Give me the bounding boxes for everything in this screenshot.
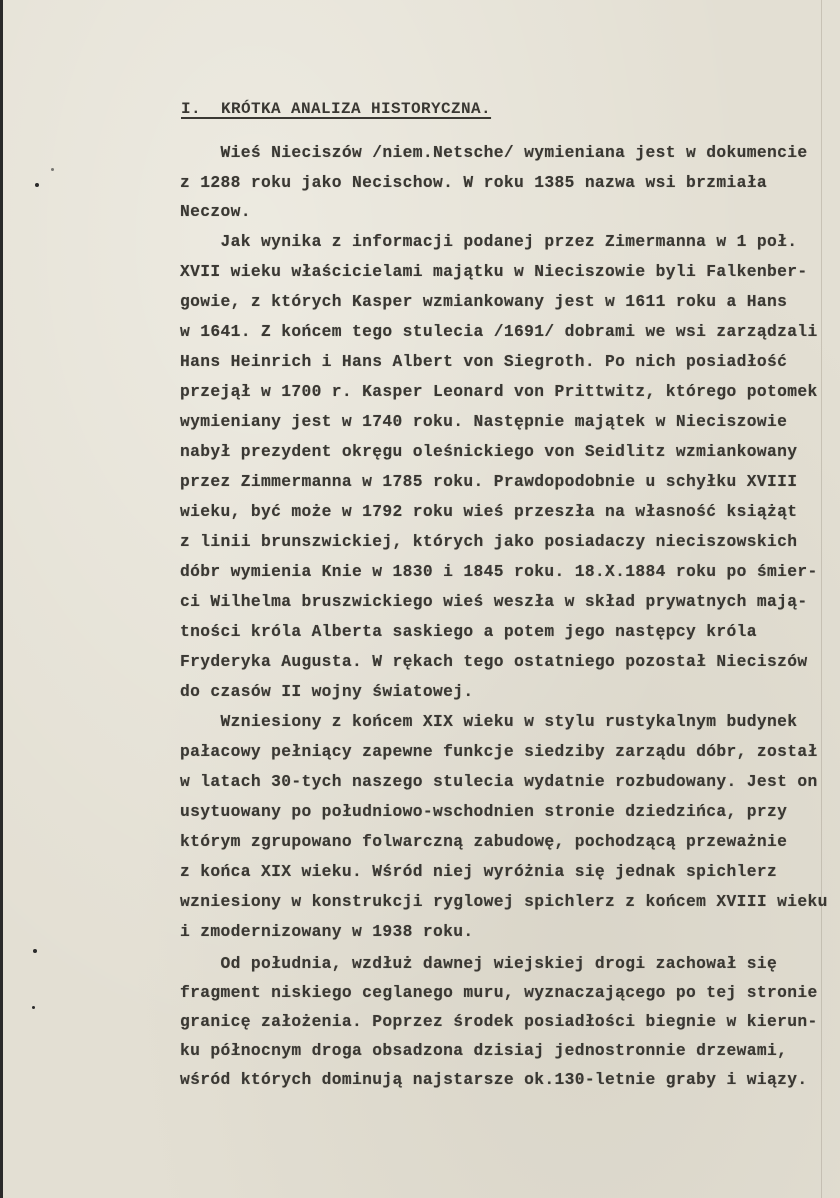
- text-line: wzniesiony w konstrukcji ryglowej spichlerz z końcem XVIII wieku: [180, 892, 828, 911]
- text-line: pałacowy pełniący zapewne funkcje siedziby zarządu dóbr, został: [180, 742, 818, 761]
- text-line: wśród których dominują najstarsze ok.130-letnie graby i wiązy.: [180, 1070, 808, 1089]
- text-line: granicę założenia. Poprzez środek posiadłości biegnie w kierun-: [180, 1012, 818, 1031]
- text-line: nabył prezydent okręgu oleśnickiego von Seidlitz wzmiankowany: [180, 442, 798, 461]
- text-line: Jak wynika z informacji podanej przez Zimermanna w 1 poł.: [180, 232, 798, 251]
- text-line: z 1288 roku jako Necischow. W roku 1385 nazwa wsi brzmiała: [180, 173, 767, 192]
- text-line: i zmodernizowany w 1938 roku.: [180, 922, 474, 941]
- text-line: Od południa, wzdłuż dawnej wiejskiej drogi zachował się: [180, 954, 778, 973]
- text-line: przejął w 1700 r. Kasper Leonard von Prittwitz, którego potomek: [180, 382, 818, 401]
- text-line: w 1641. Z końcem tego stulecia /1691/ dobrami we wsi zarządzali: [180, 322, 818, 341]
- text-line: Wieś Nieciszów /niem.Netsche/ wymieniana jest w dokumencie: [180, 143, 808, 162]
- text-line: z linii brunszwickiej, których jako posiadaczy nieciszowskich: [180, 532, 798, 551]
- text-line: dóbr wymienia Knie w 1830 i 1845 roku. 18.X.1884 roku po śmier-: [180, 562, 818, 581]
- text-line: Fryderyka Augusta. W rękach tego ostatniego pozostał Nieciszów: [180, 652, 808, 671]
- margin-mark: [33, 949, 37, 953]
- text-line: usytuowany po południowo-wschodnien stronie dziedzińca, przy: [180, 802, 788, 821]
- text-line: tności króla Alberta saskiego a potem jego następcy króla: [180, 622, 757, 641]
- section-heading: I. KRÓTKA ANALIZA HISTORYCZNA.: [181, 100, 492, 118]
- text-line: XVII wieku właścicielami majątku w Nieciszowie byli Falkenber-: [180, 262, 808, 281]
- text-line: Hans Heinrich i Hans Albert von Siegroth. Po nich posiadłość: [180, 352, 788, 371]
- text-line: ci Wilhelma bruszwickiego wieś weszła w skład prywatnych mają-: [180, 592, 808, 611]
- margin-mark: [51, 168, 54, 171]
- page-fold-line: [821, 0, 822, 1198]
- text-line: Neczow.: [180, 202, 251, 221]
- margin-mark: [35, 183, 39, 187]
- text-line: wymieniany jest w 1740 roku. Następnie majątek w Nieciszowie: [180, 412, 788, 431]
- text-line: którym zgrupowano folwarczną zabudowę, pochodzącą przeważnie: [180, 832, 788, 851]
- text-line: w latach 30-tych naszego stulecia wydatnie rozbudowany. Jest on: [180, 772, 818, 791]
- text-line: Wzniesiony z końcem XIX wieku w stylu rustykalnym budynek: [180, 712, 798, 731]
- text-line: fragment niskiego ceglanego muru, wyznaczającego po tej stronie: [180, 983, 818, 1002]
- text-line: ku północnym droga obsadzona dzisiaj jednostronnie drzewami,: [180, 1041, 788, 1060]
- text-line: z końca XIX wieku. Wśród niej wyróżnia się jednak spichlerz: [180, 862, 778, 881]
- text-line: do czasów II wojny światowej.: [180, 682, 474, 701]
- margin-mark: [32, 1006, 35, 1009]
- text-line: przez Zimmermanna w 1785 roku. Prawdopodobnie u schyłku XVIII: [180, 472, 798, 491]
- text-line: wieku, być może w 1792 roku wieś przeszła na własność książąt: [180, 502, 798, 521]
- text-line: gowie, z których Kasper wzmiankowany jest w 1611 roku a Hans: [180, 292, 788, 311]
